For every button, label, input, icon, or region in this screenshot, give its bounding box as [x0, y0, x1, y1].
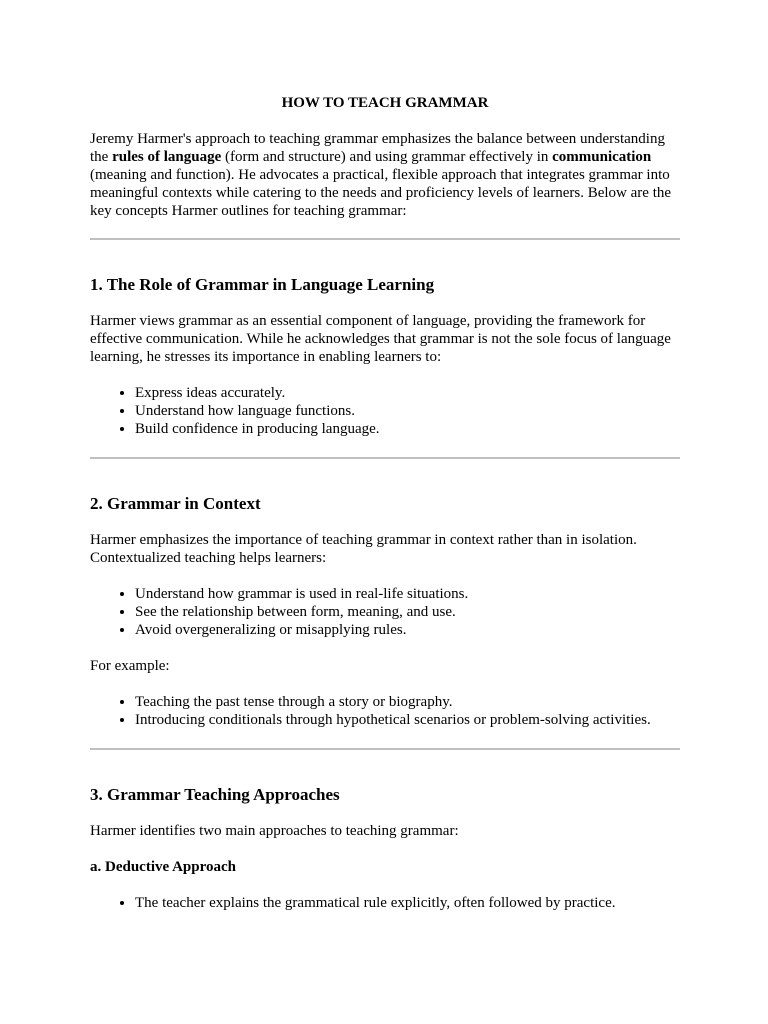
- intro-bold-communication: communication: [552, 149, 652, 165]
- list-item: • Teaching the past tense through a story or biography.: [135, 693, 680, 711]
- list-item: • Understand how grammar is used in real-life situations.: [135, 585, 680, 603]
- list-item: • Understand how language functions.: [135, 402, 680, 420]
- list-item: • The teacher explains the grammatical rule explicitly, often followed by practice.: [135, 894, 680, 912]
- section-3-subheading: a. Deductive Approach: [90, 859, 236, 875]
- list-item: • Build confidence in producing language.: [135, 420, 680, 438]
- section-divider: [90, 457, 680, 459]
- list-item: • Introducing conditionals through hypothetical scenarios or problem-solving activities.: [135, 711, 680, 729]
- intro-text-1: Jeremy Harmer's approach to teaching grammar emphasizes the balance between understanding the: [90, 131, 665, 165]
- section-divider: [90, 238, 680, 240]
- list-item: • Express ideas accurately.: [135, 384, 680, 402]
- document-title: HOW TO TEACH GRAMMAR: [281, 95, 489, 111]
- document-content: [90, 94, 680, 912]
- section-1-list: [90, 384, 680, 438]
- section-3-list: [90, 894, 680, 912]
- section-2-list: [90, 585, 680, 639]
- section-3-heading: 3. Grammar Teaching Approaches: [90, 785, 340, 804]
- intro-bold-rules: rules of language: [112, 149, 222, 165]
- section-1-heading: 1. The Role of Grammar in Language Learning: [90, 275, 435, 294]
- example-label: For example:: [90, 658, 170, 674]
- example-list: [90, 693, 680, 729]
- section-2-heading: 2. Grammar in Context: [90, 494, 261, 513]
- section-2-paragraph: Harmer emphasizes the importance of teaching grammar in context rather than in isolation. Contextualized teaching helps learners:: [90, 532, 637, 566]
- intro-text-2: (form and structure) and using grammar effectively in: [221, 149, 553, 165]
- intro-paragraph: [90, 130, 680, 220]
- section-divider: [90, 748, 680, 750]
- section-3-paragraph: Harmer identifies two main approaches to teaching grammar:: [90, 823, 459, 839]
- list-item: • Avoid overgeneralizing or misapplying rules.: [135, 621, 680, 639]
- intro-text-3: (meaning and function). He advocates a practical, flexible approach that integrates grammar into meaningful contexts while catering to the needs and proficiency levels of learners. Below are the key concepts Harmer outlines for teaching grammar:: [90, 167, 672, 219]
- section-1-paragraph: Harmer views grammar as an essential component of language, providing the framework for effective communication. While he acknowledges that grammar is not the sole focus of language learning, he stresses its importance in enabling learners to:: [90, 313, 671, 365]
- list-item: • See the relationship between form, meaning, and use.: [135, 603, 680, 621]
